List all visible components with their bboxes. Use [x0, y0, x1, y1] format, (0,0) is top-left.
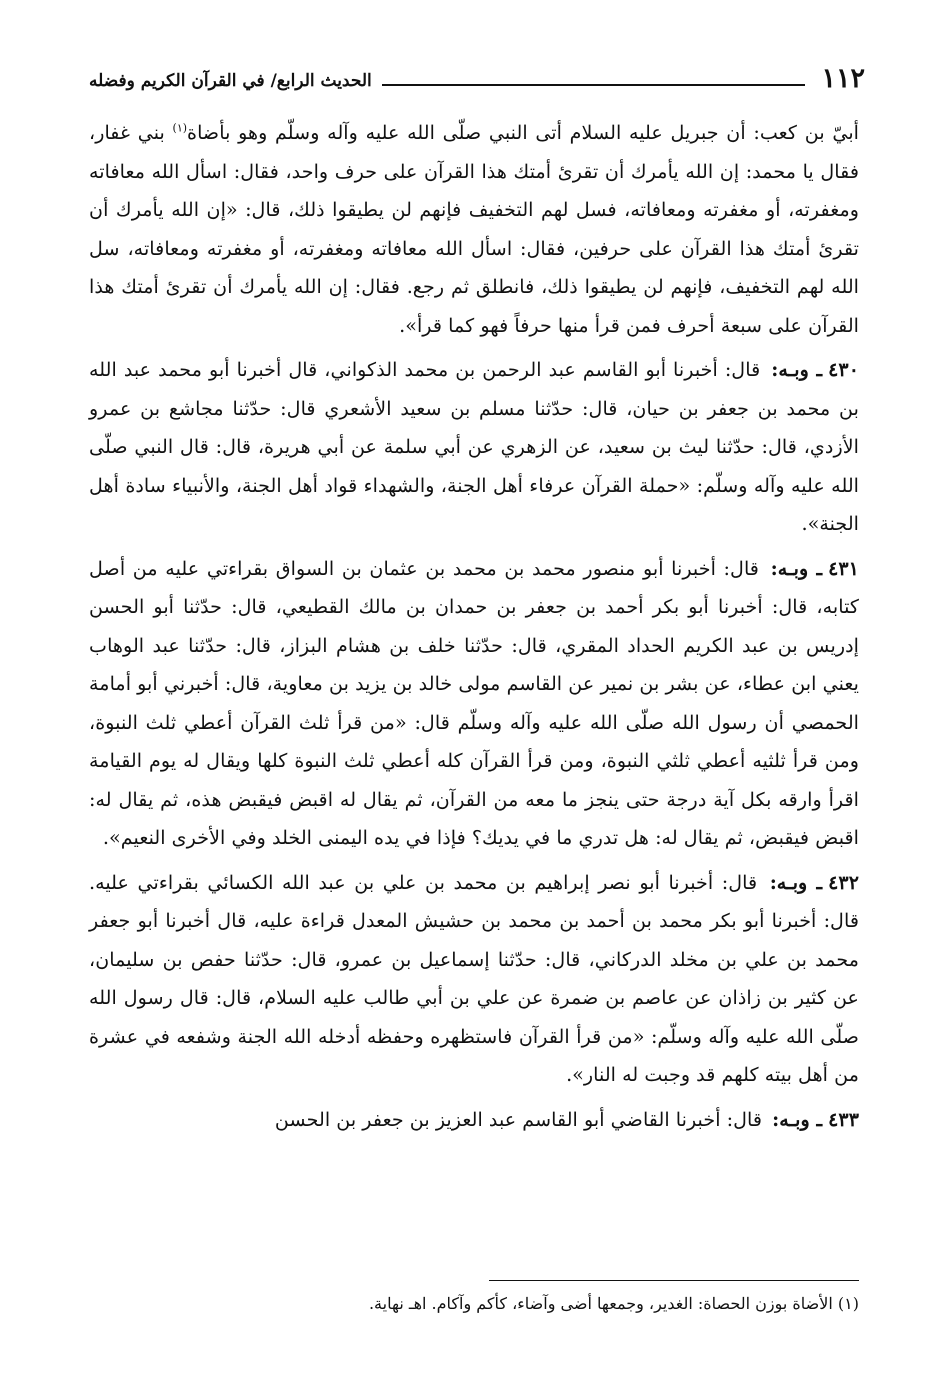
- hadith-paragraph-433: [89, 1101, 859, 1140]
- footnote: (١) الأضاة بوزن الحصاة: الغدير، وجمعها أضى وآضاء، كأكم وآكام. اهـ نهاية.: [368, 1294, 859, 1313]
- paragraph-text: قال: أخبرنا أبو منصور محمد بن محمد بن عثمان بن السواق بقراءتي عليه من أصل كتابه، قال: أخبرنا أبو بكر أحمد بن جعفر بن حمدان بن مالك القطيعي، قال: حدّثنا أبو الحسن إدريس بن عبد الكريم الحداد المقري، قال: حدّثنا خلف بن هشام البزاز، قال: حدّثنا عبد الوهاب يعني ابن عطاء، عن بشر بن نمير عن القاسم مولى خالد بن يزيد بن معاوية، قال: أخبرني أبو أمامة الحمصي أن رسول الله صلّى الله عليه وآله وسلّم قال: «من قرأ ثلث القرآن أعطي ثلث النبوة، ومن قرأ ثلثيه أعطي ثلثي النبوة، ومن قرأ القرآن كله أعطي ثلث النبوة كلها ويقال له يوم القيامة اقرأ وارقه بكل آية درجة حتى ينجز ما معه من القرآن، ثم يقال له اقبض فيقبض هذه، ثم يقال له: اقبض فيقبض، ثم يقال له: هل تدري ما في يديك؟ فإذا في يده اليمنى الخلد وفي الأخرى النعيم».: [89, 556, 859, 849]
- hadith-label: ـ وبـه:: [769, 870, 823, 894]
- page-number: ١١٢: [821, 63, 865, 94]
- main-text: [89, 114, 859, 1139]
- hadith-number: ٤٣٠: [828, 358, 859, 381]
- footnote-divider: [489, 1280, 859, 1281]
- hadith-label: ـ وبـه:: [771, 358, 823, 381]
- page-header: [89, 60, 865, 94]
- paragraph-continuation: [89, 114, 859, 345]
- hadith-number: ٤٣٣: [828, 1107, 859, 1131]
- hadith-label: ـ وبـه:: [772, 1107, 823, 1131]
- paragraph-text: قال: أخبرنا القاضي أبو القاسم عبد العزيز بن جعفر بن الحسن: [274, 1107, 763, 1131]
- hadith-paragraph-432: [89, 864, 859, 1095]
- paragraph-text: قال: أخبرنا أبو نصر إبراهيم بن محمد بن علي بن عبد الله الكسائي بقراءتي عليه. قال: أخبرنا أبو بكر محمد بن أحمد بن محمد بن حشيش المعدل قراءة عليه، قال أخبرنا أبو جعفر محمد بن علي بن مخلد الدركاني، قال: حدّثنا إسماعيل بن عمرو، قال: حدّثنا حفص بن سليمان، عن كثير بن زاذان عن عاصم بن ضمرة عن علي بن أبي طالب عليه السلام، قال: قال رسول الله صلّى الله عليه وآله وسلّم: «من قرأ القرآن فاستظهره وحفظه أدخله الله الجنة وشفعه في عشرة من أهل بيته كلهم قد وجبت له النار».: [89, 870, 859, 1086]
- hadith-label: ـ وبـه:: [770, 556, 823, 580]
- footnote-reference: (١): [172, 121, 188, 135]
- paragraph-text: أبيّ بن كعب: أن جبريل عليه السلام أتى النبي صلّى الله عليه وآله وسلّم وهو بأضاة: [187, 121, 859, 144]
- hadith-number: ٤٣٢: [828, 870, 859, 894]
- header-rule: [382, 84, 806, 86]
- paragraph-text-after: بني غفار، فقال يا محمد: إن الله يأمرك أن تقرئ أمتك هذا القرآن على حرف واحد، فقال: اسأل الله معافاته ومغفرته، أو مغفرته ومعافاته، فسل لهم التخفيف فإنهم لن يطيقوا ذلك، قال: «إن الله يأمرك أن تقرئ أمتك هذا القرآن على حرفين، فقال: اسأل الله معافاته ومغفرته، أو مغفرته ومعافاته، سل الله لهم التخفيف، فإنهم لن يطيقوا ذلك، فانطلق ثم رجع. فقال: إن الله يأمرك أن تقرئ أمتك هذا القرآن على سبعة أحرف فمن قرأ منها حرفاً فهو كما قرأ».: [89, 121, 859, 337]
- running-title: الحديث الرابع/ في القرآن الكريم وفضله: [89, 71, 372, 91]
- hadith-paragraph-430: [89, 351, 859, 544]
- hadith-number: ٤٣١: [828, 556, 859, 580]
- hadith-paragraph-431: [89, 550, 859, 858]
- paragraph-text: قال: أخبرنا أبو القاسم عبد الرحمن بن محمد الذكواني، قال أخبرنا أبو محمد عبد الله بن محمد بن جعفر بن حيان، قال: حدّثنا مسلم بن سعيد الأشعري قال: حدّثنا مجاشع بن عمرو الأزدي، قال: حدّثنا ليث بن سعيد، عن الزهري عن أبي سلمة عن أبي هريرة، قال: قال النبي صلّى الله عليه وآله وسلّم: «حملة القرآن عرفاء أهل الجنة، والشهداء قواد أهل الجنة، والأنبياء سادة أهل الجنة».: [89, 358, 859, 535]
